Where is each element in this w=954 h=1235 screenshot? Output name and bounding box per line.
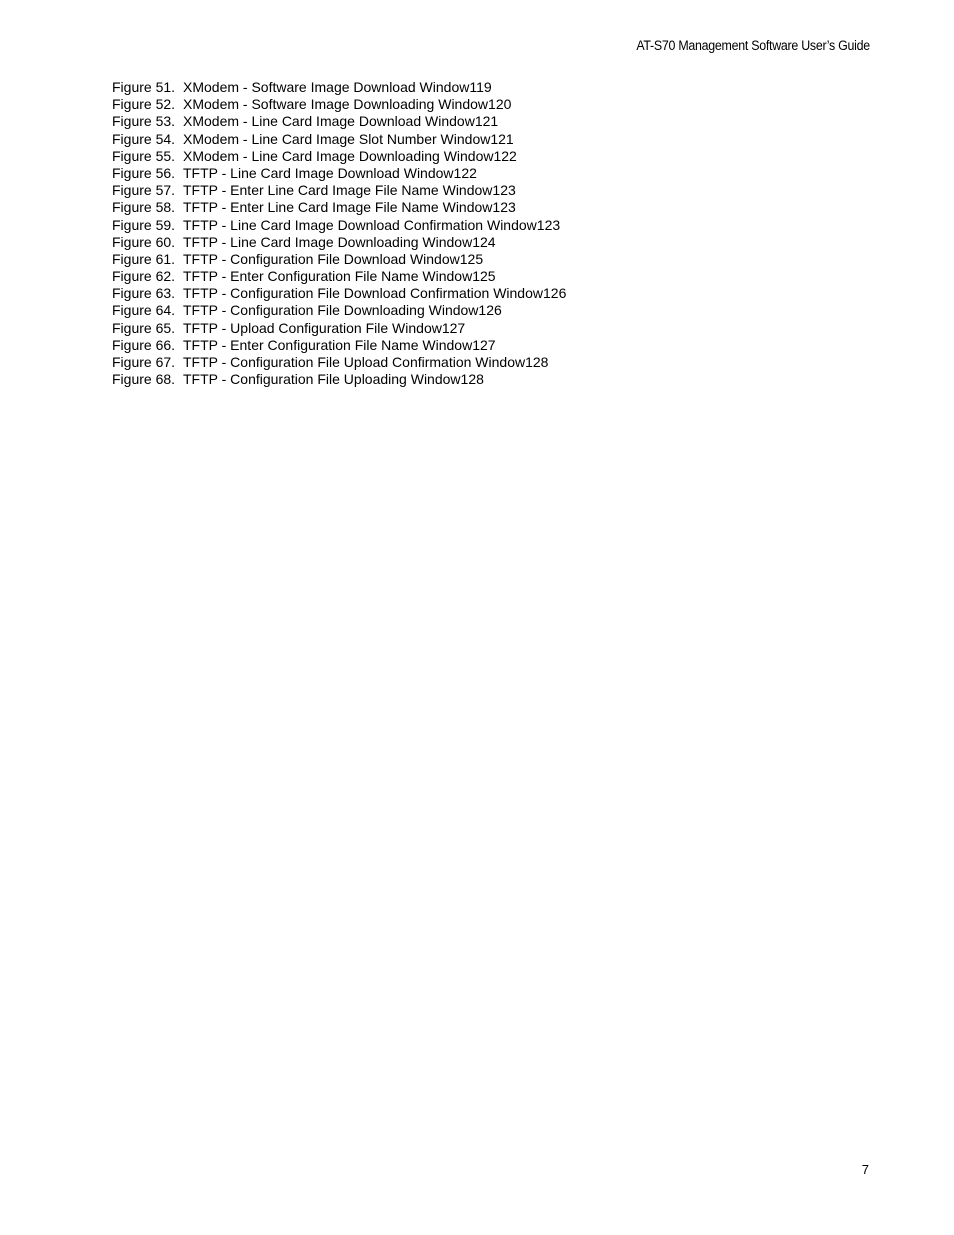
figure-title: TFTP - Configuration File Upload Confirmation Window [183,354,526,370]
figure-label: Figure 51. [112,79,176,95]
figure-title: TFTP - Line Card Image Download Confirmation Window [183,216,537,233]
figure-title: TFTP - Enter Line Card Image File Name Window [183,199,493,216]
figure-entry[interactable] [112,165,566,182]
running-header: AT-S70 Management Software User’s Guide [636,38,870,53]
figure-title: XModem - Software Image Download Window [183,79,470,95]
figure-title: TFTP - Line Card Image Download Window [183,164,454,181]
figure-entry[interactable] [112,199,566,216]
figure-entry[interactable] [112,302,566,319]
figure-page-number: 121 [490,130,514,147]
figure-title: TFTP - Configuration File Download Window [183,250,460,267]
figure-label: Figure 65. [112,319,176,336]
figure-title: TFTP - Enter Line Card Image File Name Window [183,182,493,199]
figure-page-number: 127 [441,319,466,336]
figure-title: TFTP - Configuration File Download Confirmation Window [183,285,543,302]
figure-entry[interactable] [112,285,566,302]
figure-page-number: 127 [472,336,496,353]
figure-entry[interactable] [112,113,566,130]
figure-entry[interactable] [112,79,566,96]
figure-page-number: 122 [493,147,517,164]
figure-label: Figure 67. [112,354,176,370]
figure-title: XModem - Line Card Image Slot Number Window [183,130,491,147]
figure-entry[interactable] [112,268,566,285]
list-of-figures [112,79,566,388]
figure-page-number: 121 [474,113,499,130]
figure-page-number: 125 [459,250,484,267]
figure-page-number: 128 [460,371,484,388]
figure-page-number: 123 [492,182,516,199]
figure-entry[interactable] [112,217,566,234]
figure-entry[interactable] [112,354,566,371]
figure-title: TFTP - Upload Configuration File Window [183,319,442,336]
figure-page-number: 122 [453,164,477,181]
figure-entry[interactable] [112,251,566,268]
figure-label: Figure 53. [112,113,176,130]
figure-entry[interactable] [112,337,566,354]
figure-label: Figure 64. [112,302,176,319]
figure-entry[interactable] [112,371,566,388]
figure-title: TFTP - Configuration File Uploading Window [183,371,461,388]
figure-label: Figure 68. [112,371,176,388]
figure-entry[interactable] [112,148,566,165]
figure-label: Figure 60. [112,233,176,250]
figure-page-number: 125 [472,268,496,285]
figure-title: XModem - Line Card Image Download Window [183,113,475,130]
figure-label: Figure 66. [112,336,176,353]
figure-label: Figure 63. [112,285,176,302]
page-number: 7 [861,1162,869,1177]
figure-label: Figure 62. [112,268,176,285]
figure-label: Figure 58. [112,199,176,216]
figure-label: Figure 56. [112,164,176,181]
figure-label: Figure 61. [112,250,176,267]
figure-page-number: 123 [536,216,561,233]
figure-label: Figure 57. [112,182,176,199]
figure-label: Figure 52. [112,96,176,113]
figure-label: Figure 54. [112,130,176,147]
figure-entry[interactable] [112,96,566,113]
figure-entry[interactable] [112,182,566,199]
figure-page-number: 120 [488,96,512,113]
figure-entry[interactable] [112,320,566,337]
figure-title: TFTP - Enter Configuration File Name Window [183,336,473,353]
figure-page-number: 126 [543,285,567,302]
figure-title: XModem - Line Card Image Downloading Window [183,147,494,164]
figure-title: TFTP - Configuration File Downloading Window [183,302,479,319]
figure-title: XModem - Software Image Downloading Window [183,96,489,113]
figure-page-number: 124 [472,233,496,250]
figure-page-number: 128 [525,354,549,370]
figure-entry[interactable] [112,234,566,251]
figure-page-number: 126 [478,302,502,319]
figure-title: TFTP - Line Card Image Downloading Window [183,233,473,250]
figure-page-number: 119 [469,79,492,95]
figure-label: Figure 59. [112,216,176,233]
figure-label: Figure 55. [112,147,176,164]
figure-page-number: 123 [492,199,516,216]
figure-title: TFTP - Enter Configuration File Name Window [183,268,473,285]
figure-entry[interactable] [112,131,566,148]
